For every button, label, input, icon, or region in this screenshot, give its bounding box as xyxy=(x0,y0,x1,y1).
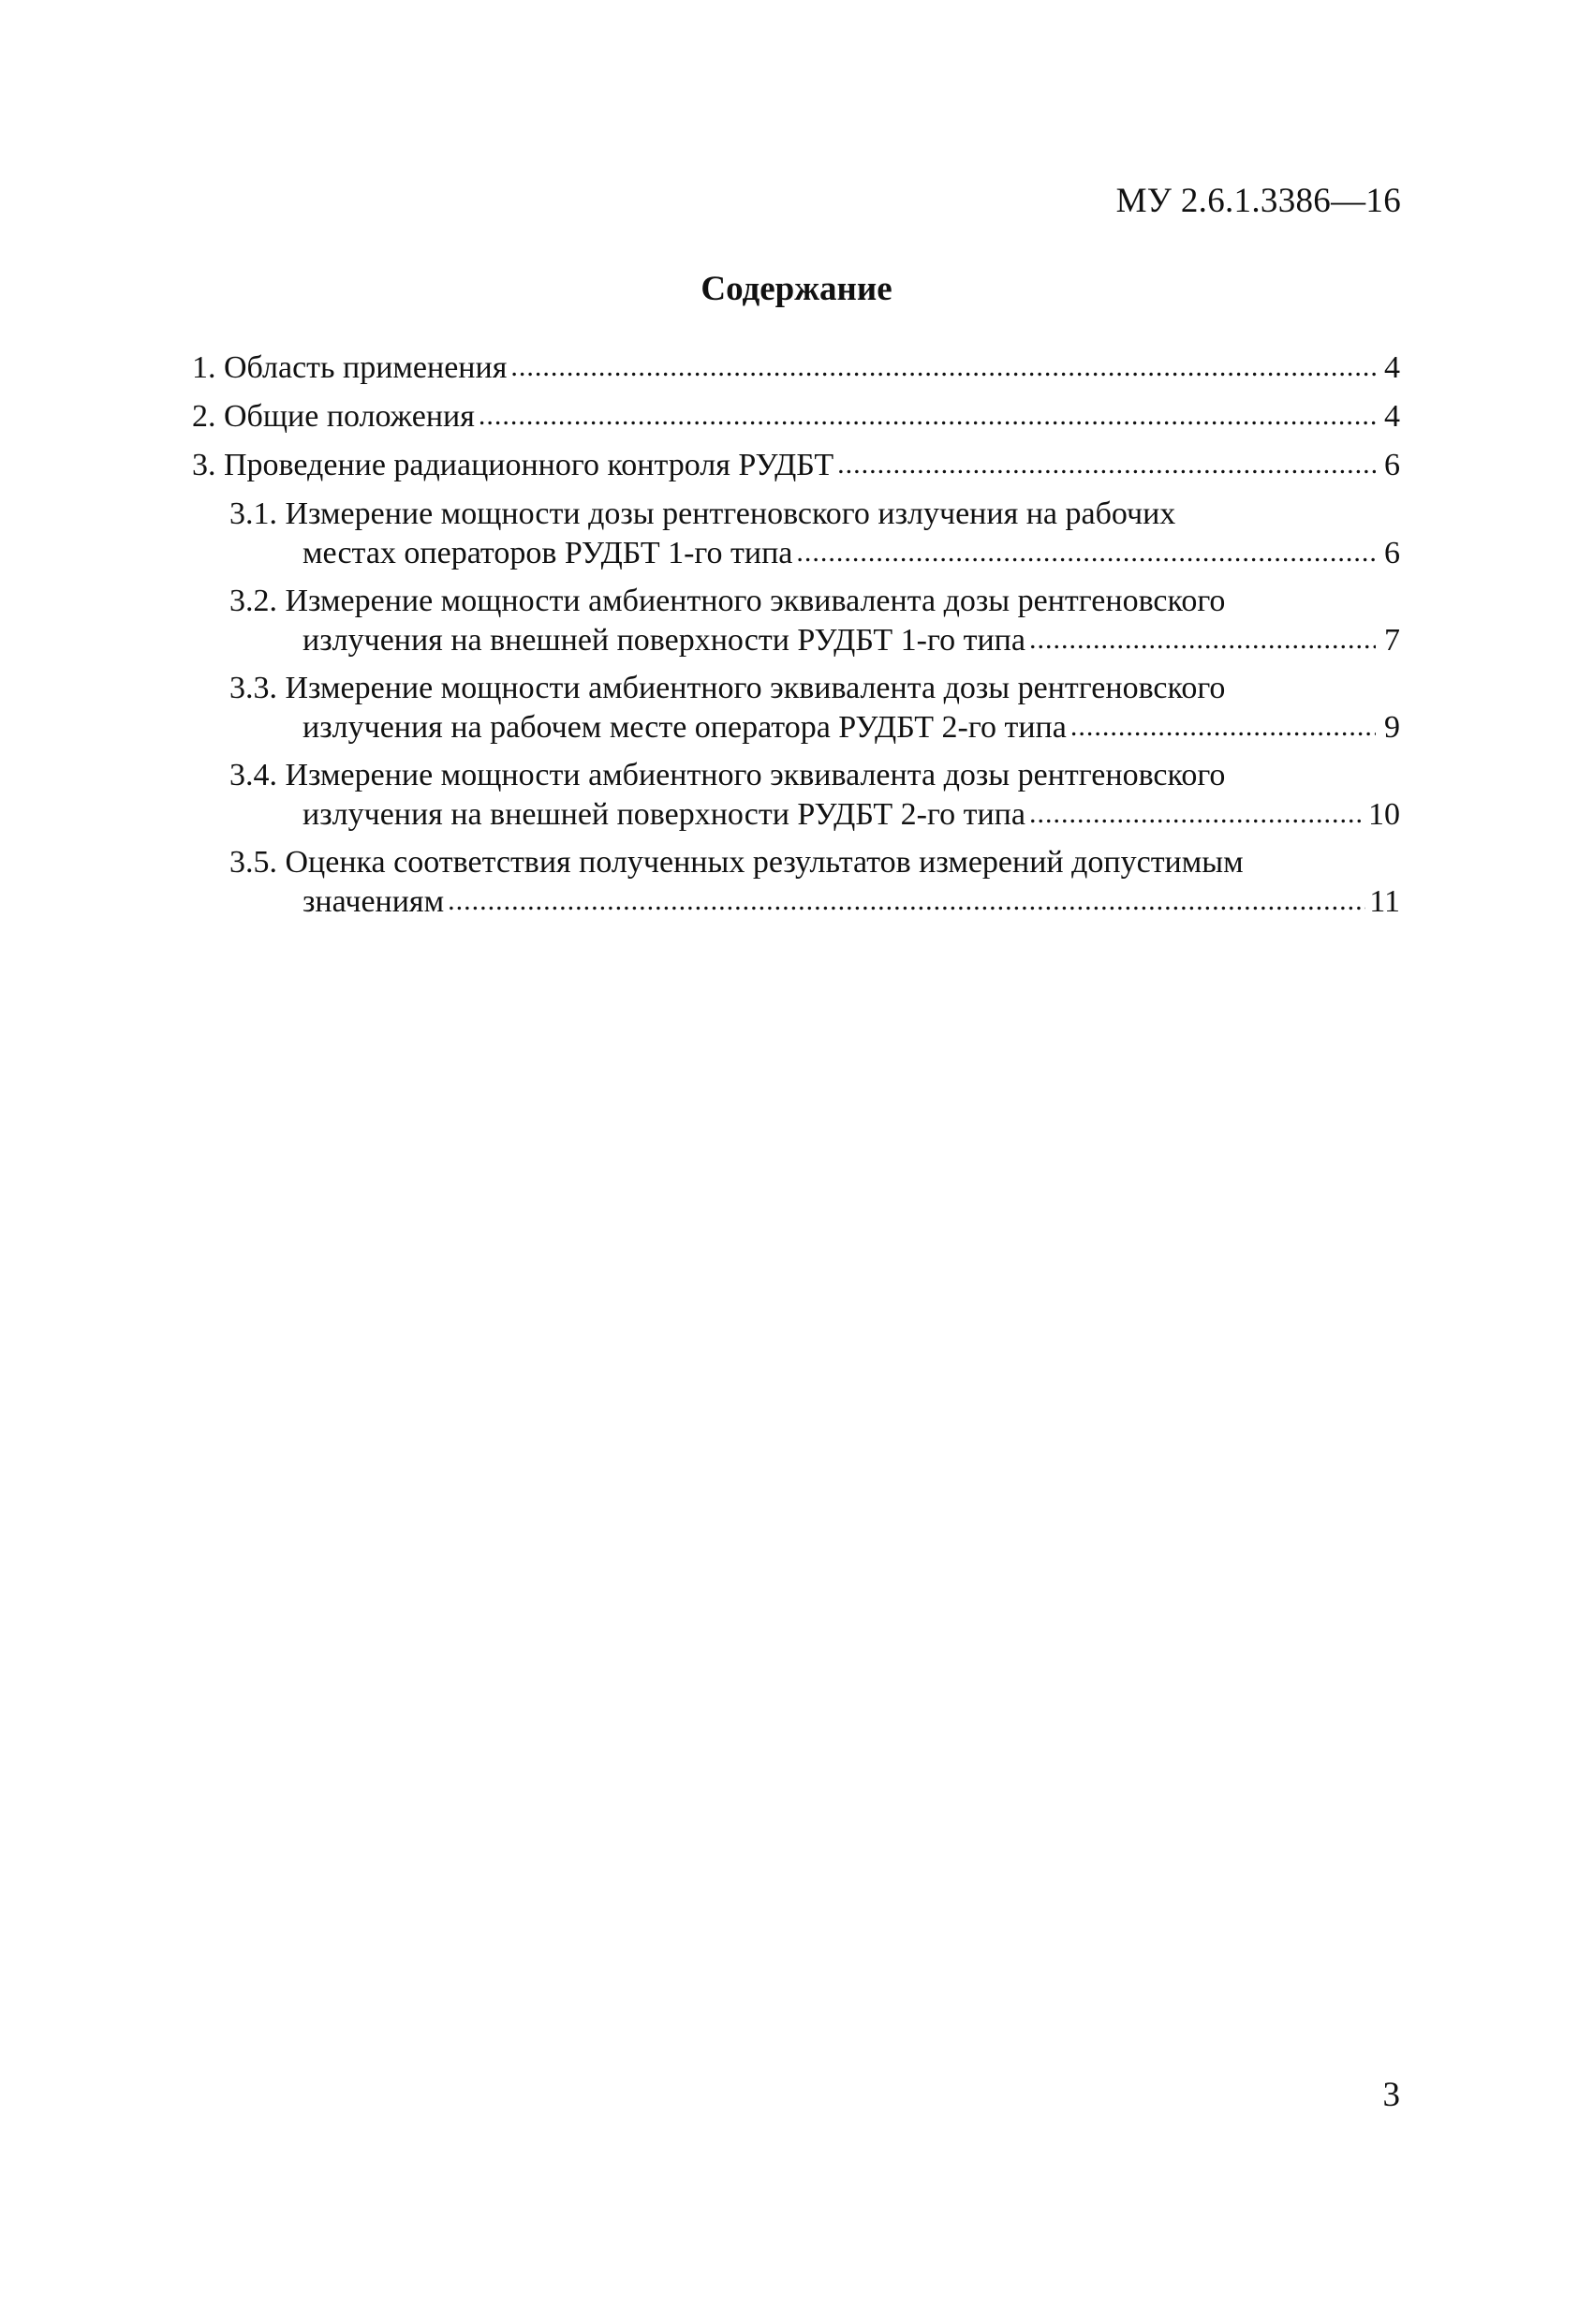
toc-subentry[interactable] xyxy=(192,495,1400,574)
toc-entry-title: Область применения xyxy=(224,350,508,385)
toc-entry-title-line: излучения на внешней поверхности РУДБТ 1-го типа xyxy=(302,623,1025,658)
toc-entry[interactable] xyxy=(192,348,1400,389)
toc-entry-title-line: Оценка соответствия полученных результатов измерений допустимым xyxy=(285,845,1244,880)
dot-leader xyxy=(479,395,1376,436)
toc-subentry[interactable] xyxy=(192,843,1400,923)
toc-entry-page: 4 xyxy=(1384,399,1400,434)
toc-entry-number: 3.2. xyxy=(229,584,277,618)
toc-entry-title-line: Измерение мощности дозы рентгеновского излучения на рабочих xyxy=(285,496,1176,531)
toc-entry-page: 6 xyxy=(1384,536,1400,570)
toc-entry-title-line: местах операторов РУДБТ 1-го типа xyxy=(302,536,793,570)
table-of-contents xyxy=(192,348,1400,930)
toc-entry-title-line: излучения на рабочем месте оператора РУДБТ 2-го типа xyxy=(302,710,1067,745)
dot-leader xyxy=(796,532,1376,572)
page-number: 3 xyxy=(1382,2076,1400,2114)
dot-leader xyxy=(837,444,1376,484)
toc-subentry[interactable] xyxy=(192,582,1400,661)
toc-entry-page: 9 xyxy=(1384,710,1400,745)
toc-entry-page: 11 xyxy=(1369,884,1400,919)
toc-entry-number: 3.3. xyxy=(229,671,277,705)
dot-leader xyxy=(510,347,1376,387)
toc-subentry[interactable] xyxy=(192,756,1400,836)
toc-entry-title-line: значениям xyxy=(302,884,445,919)
dot-leader xyxy=(1029,793,1364,834)
toc-entry-number: 2. xyxy=(192,399,216,434)
toc-entry[interactable] xyxy=(192,397,1400,437)
toc-entry-number: 3.5. xyxy=(229,845,277,880)
toc-entry-page: 7 xyxy=(1384,623,1400,658)
toc-entry-title-line: излучения на внешней поверхности РУДБТ 2-го типа xyxy=(302,797,1025,832)
toc-entry-page: 10 xyxy=(1368,797,1400,832)
toc-entry-page: 6 xyxy=(1384,448,1400,482)
toc-entry-number: 1. xyxy=(192,350,216,385)
dot-leader xyxy=(1070,706,1376,747)
toc-entry-number: 3. xyxy=(192,448,216,482)
toc-entry-title: Проведение радиационного контроля РУДБТ xyxy=(224,448,834,482)
toc-entry-title-line: Измерение мощности амбиентного эквивалента дозы рентгеновского xyxy=(285,584,1226,618)
toc-entry-title-line: Измерение мощности амбиентного эквивалента дозы рентгеновского xyxy=(285,671,1226,705)
dot-leader xyxy=(1029,619,1376,659)
toc-entry-title-line: Измерение мощности амбиентного эквивалента дозы рентгеновского xyxy=(285,758,1226,792)
toc-entry-number: 3.1. xyxy=(229,496,277,531)
toc-title: Содержание xyxy=(701,270,892,308)
dot-leader xyxy=(448,881,1365,921)
toc-entry-title: Общие положения xyxy=(224,399,475,434)
toc-entry-number: 3.4. xyxy=(229,758,277,792)
toc-entry-page: 4 xyxy=(1384,350,1400,385)
toc-subentry[interactable] xyxy=(192,669,1400,748)
toc-entry[interactable] xyxy=(192,446,1400,486)
document-code: МУ 2.6.1.3386—16 xyxy=(1115,182,1401,220)
